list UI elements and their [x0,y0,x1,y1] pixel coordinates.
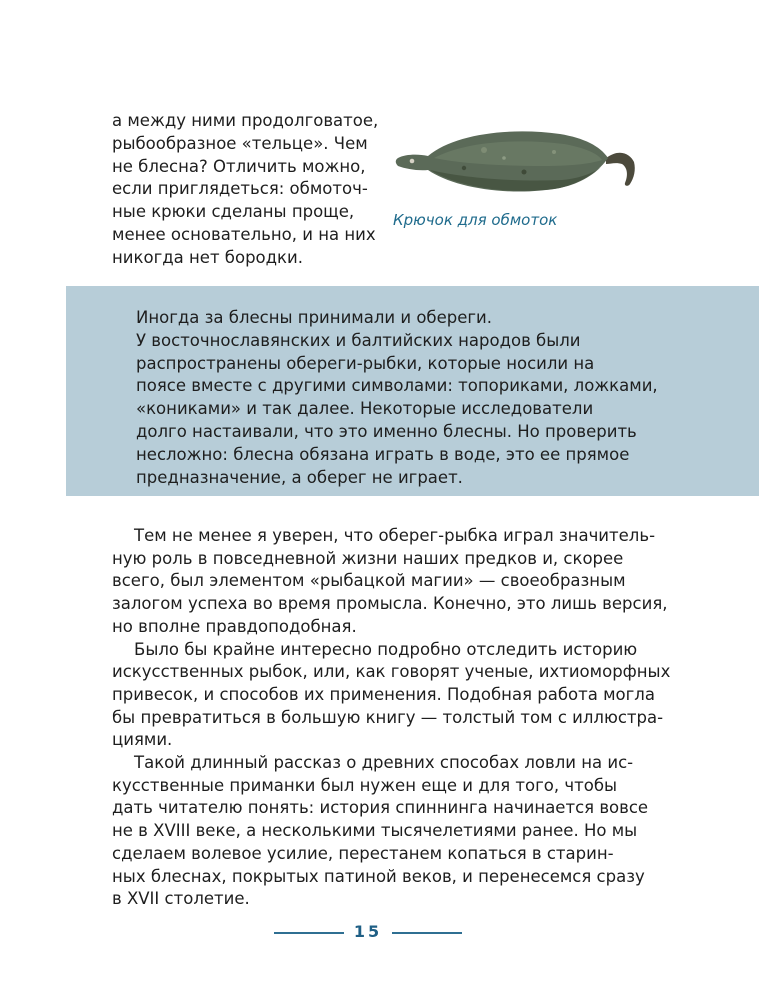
page-footer [0,922,759,944]
text-line: привесок, и способов их применения. Подобная работа могла [112,684,655,704]
text-line: кусственные приманки был нужен еще и для того, чтобы [112,775,618,795]
text-line: Тем не менее я уверен, что оберег-рыбка играл значитель- [134,526,656,545]
text-line: дать читателю понять: история спиннинга начинается вовсе [112,798,649,818]
sidebar-paragraph [136,307,658,489]
sidebar-box [66,286,759,496]
main-body-text [112,525,670,911]
text-line: всего, был элементом «рыбацкой магии» — своеобразным [112,571,626,591]
text-line: несложно: блесна обязана играть в воде, это ее прямое [136,444,630,464]
text-line: долго настаивали, что это именно блесны. Но проверить [136,421,637,441]
text-line: не в XVIII веке, а несколькими тысячелетиями ранее. Но мы [112,821,638,841]
text-line: но вполне правдоподобная. [112,616,357,636]
text-line: в XVII столетие. [112,889,250,909]
text-line: бы превратиться в большую книгу — толстый том с иллюстра- [112,707,664,727]
text-line: а между ними продолговатое, [112,111,379,130]
page-number: 15 [353,922,383,941]
text-line: «кониками» и так далее. Некоторые исследователи [136,399,594,419]
text-line: залогом успеха во время промысла. Конечно, это лишь версия, [112,594,668,614]
text-line: ную роль в повседневной жизни наших предков и, скорее [112,548,624,568]
text-line: ные крюки сделаны проще, [112,202,355,222]
text-line: Такой длинный рассказ о древних способах ловли на ис- [134,753,634,773]
text-line: распространены обереги-рыбки, которые носили на [136,353,595,373]
text-line: поясе вместе с другими символами: топориками, ложками, [136,376,658,396]
text-line: сделаем волевое усилие, перестанем копаться в старин- [112,843,614,863]
text-line: никогда нет бородки. [112,247,303,267]
text-line: Иногда за блесны принимали и обереги. [136,308,493,327]
figure-caption: Крючок для обмоток [393,211,558,229]
footer-rule-right [392,932,462,934]
text-line: предназначение, а оберег не играет. [136,467,463,487]
text-line: если приглядеться: обмоточ- [112,179,368,199]
fishing-hook-artifact-image [394,128,640,200]
text-line: У восточнославянских и балтийских народов были [136,330,581,350]
text-line: ных блеснах, покрытых патиной веков, и перенесемся сразу [112,866,645,886]
text-line: не блесна? Отличить можно, [112,156,366,176]
intro-paragraph [112,110,382,270]
text-line: рыбообразное «тельце». Чем [112,133,368,153]
text-line: искусственных рыбок, или, как говорят ученые, ихтиоморфных [112,662,671,682]
text-line: Было бы крайне интересно подробно отследить историю [134,639,638,659]
text-line: менее основательно, и на них [112,224,376,244]
text-line: циями. [112,730,173,750]
footer-rule-left [274,932,344,934]
